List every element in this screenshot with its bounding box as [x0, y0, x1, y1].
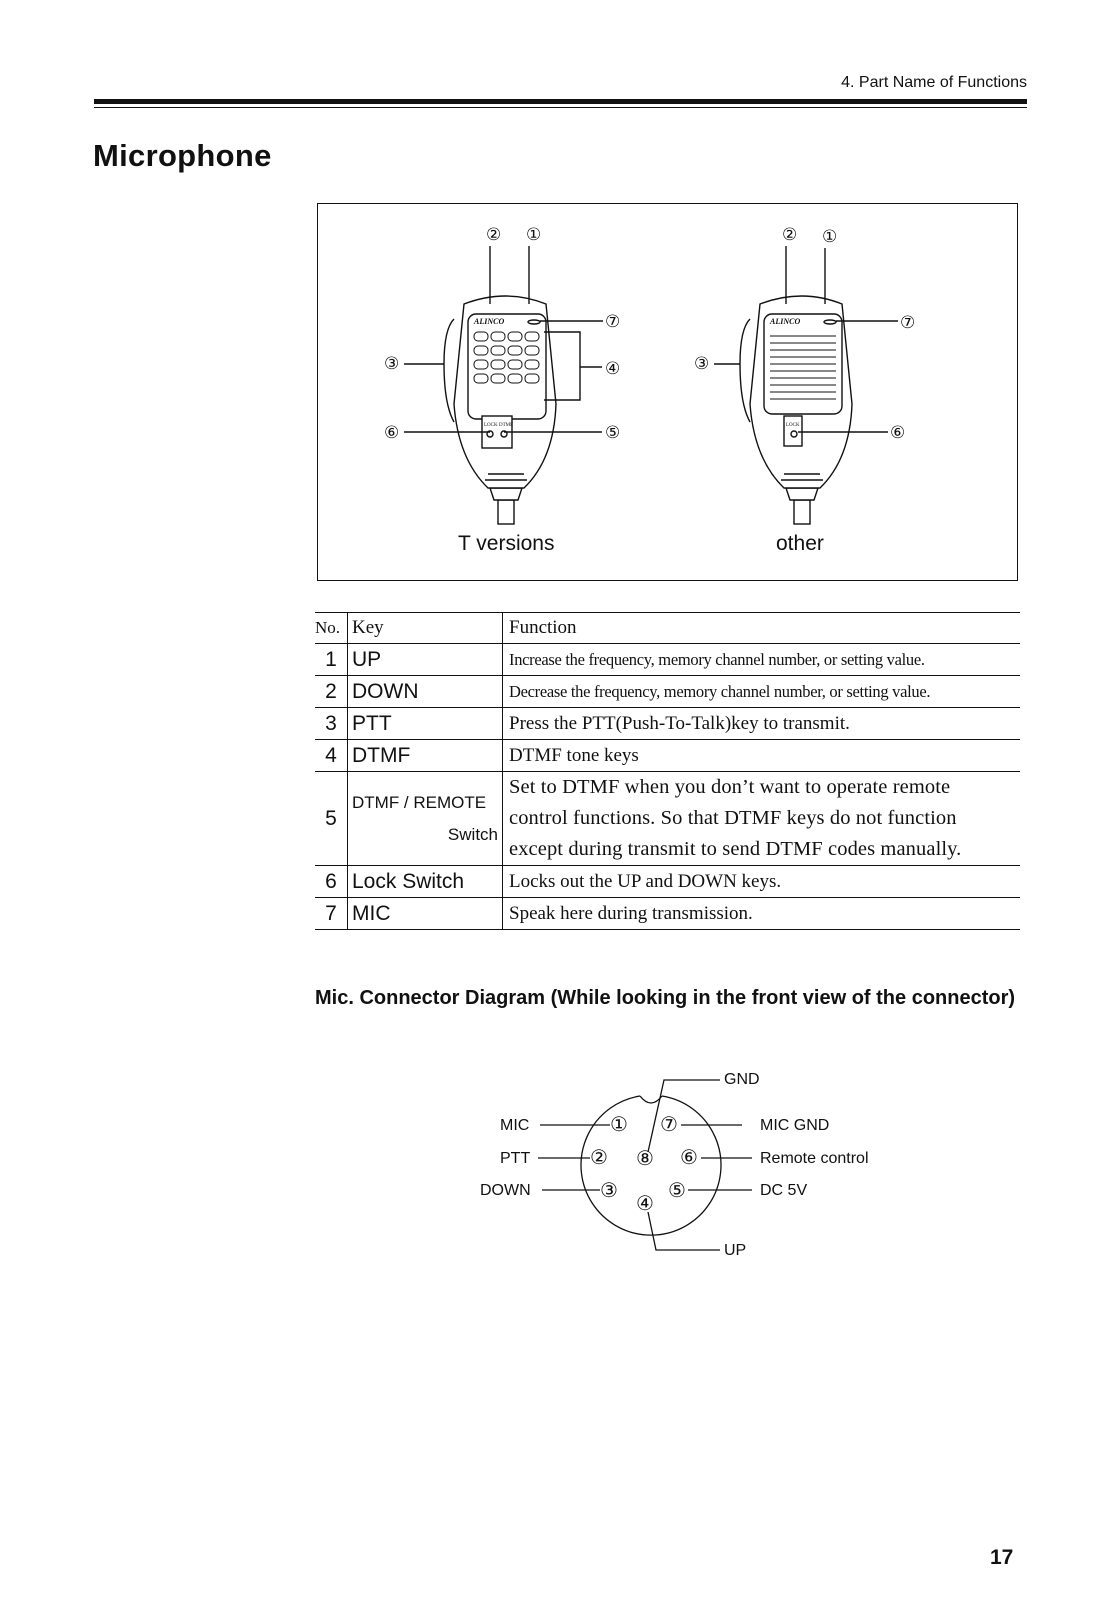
label-mic-gnd: MIC GND [760, 1117, 830, 1134]
pin-8: ⑧ [636, 1146, 654, 1170]
row-function [503, 772, 1021, 866]
connector-heading: Mic. Connector Diagram (While looking in the front view of the connector) [315, 987, 1016, 1009]
row-function: DTMF tone keys [503, 740, 1021, 772]
svg-text:DTMF: DTMF [499, 423, 513, 428]
callout-7: ⑦ [605, 312, 621, 331]
label-dc5v: DC 5V [760, 1182, 808, 1199]
row-key: DTMF [348, 740, 503, 772]
header-no: No. [315, 613, 348, 644]
caption-t-versions: T versions [458, 532, 555, 555]
callout-6: ⑥ [890, 423, 906, 442]
mic-hole [824, 320, 836, 324]
svg-text:LOCK: LOCK [786, 423, 800, 428]
row-key-line2: Switch [447, 824, 498, 844]
callout-4: ④ [605, 359, 621, 378]
section-label: 4. Part Name of Functions [841, 74, 1027, 91]
table-header-row [315, 613, 1020, 644]
header-rule-thick [94, 99, 1027, 104]
table-row [315, 898, 1020, 930]
page-number: 17 [990, 1546, 1014, 1569]
row-no: 5 [315, 772, 348, 866]
pin-1: ① [610, 1112, 628, 1136]
row-function: Locks out the UP and DOWN keys. [503, 866, 1021, 898]
table-row [315, 740, 1020, 772]
callout-1: ① [822, 227, 838, 246]
callout-3: ③ [694, 354, 710, 373]
pin-4: ④ [636, 1191, 654, 1215]
brand-label: ALINCO [474, 317, 505, 326]
row-no: 4 [315, 740, 348, 772]
row-key [348, 772, 503, 866]
label-remote-control: Remote control [760, 1150, 869, 1167]
mic-connector-diagram [480, 1060, 920, 1270]
cable-stub [498, 500, 514, 524]
pin-2: ② [590, 1145, 608, 1169]
callout-2: ② [486, 225, 502, 244]
ptt-key [740, 319, 750, 422]
pin-6: ⑥ [680, 1145, 698, 1169]
svg-text:LOCK: LOCK [484, 423, 498, 428]
caption-other: other [776, 532, 824, 555]
row-function-line: Set to DTMF when you don’t want to operate remote [509, 776, 951, 798]
row-key-line1: DTMF / REMOTE [352, 792, 487, 812]
table-row [315, 866, 1020, 898]
header-rule-thin [94, 107, 1027, 108]
table-row [315, 644, 1020, 676]
row-key: PTT [348, 708, 503, 740]
microphone-figure [317, 203, 1018, 581]
callout-7: ⑦ [900, 313, 916, 332]
row-function-line: except during transmit to send DTMF codes manually. [509, 838, 962, 860]
row-no: 3 [315, 708, 348, 740]
header-key: Key [348, 613, 503, 644]
callout-3: ③ [384, 354, 400, 373]
callout-2: ② [782, 225, 798, 244]
function-table [315, 612, 1020, 930]
label-gnd: GND [724, 1071, 760, 1088]
callout-5: ⑤ [605, 423, 621, 442]
label-mic: MIC [500, 1117, 530, 1134]
microphone-illustrations [318, 204, 1019, 582]
row-key: UP [348, 644, 503, 676]
label-down: DOWN [480, 1182, 531, 1199]
mic-hole [528, 320, 540, 324]
pin-7: ⑦ [660, 1112, 678, 1136]
row-key: Lock Switch [348, 866, 503, 898]
pin-3: ③ [600, 1178, 618, 1202]
row-function: Press the PTT(Push-To-Talk)key to transmit. [503, 708, 1021, 740]
row-no: 2 [315, 676, 348, 708]
row-key: MIC [348, 898, 503, 930]
callout-6: ⑥ [384, 423, 400, 442]
cable-stub [794, 500, 810, 524]
row-function: Decrease the frequency, memory channel number, or setting value. [503, 676, 1021, 708]
row-no: 7 [315, 898, 348, 930]
header-function: Function [503, 613, 1021, 644]
label-up: UP [724, 1242, 747, 1259]
row-function-line: control functions. So that DTMF keys do not function [509, 807, 957, 829]
row-function: Increase the frequency, memory channel number, or setting value. [503, 644, 1021, 676]
mic-t-version [384, 225, 620, 524]
brand-label: ALINCO [770, 317, 801, 326]
table-row [315, 772, 1020, 866]
page-title: Microphone [93, 138, 272, 173]
pin-5: ⑤ [668, 1178, 686, 1202]
row-no: 6 [315, 866, 348, 898]
table-row [315, 676, 1020, 708]
mic-other-version [694, 225, 915, 524]
ptt-key [444, 319, 454, 422]
row-key: DOWN [348, 676, 503, 708]
table-row [315, 708, 1020, 740]
callout-1: ① [526, 225, 542, 244]
label-ptt: PTT [500, 1150, 531, 1167]
row-no: 1 [315, 644, 348, 676]
row-function: Speak here during transmission. [503, 898, 1021, 930]
